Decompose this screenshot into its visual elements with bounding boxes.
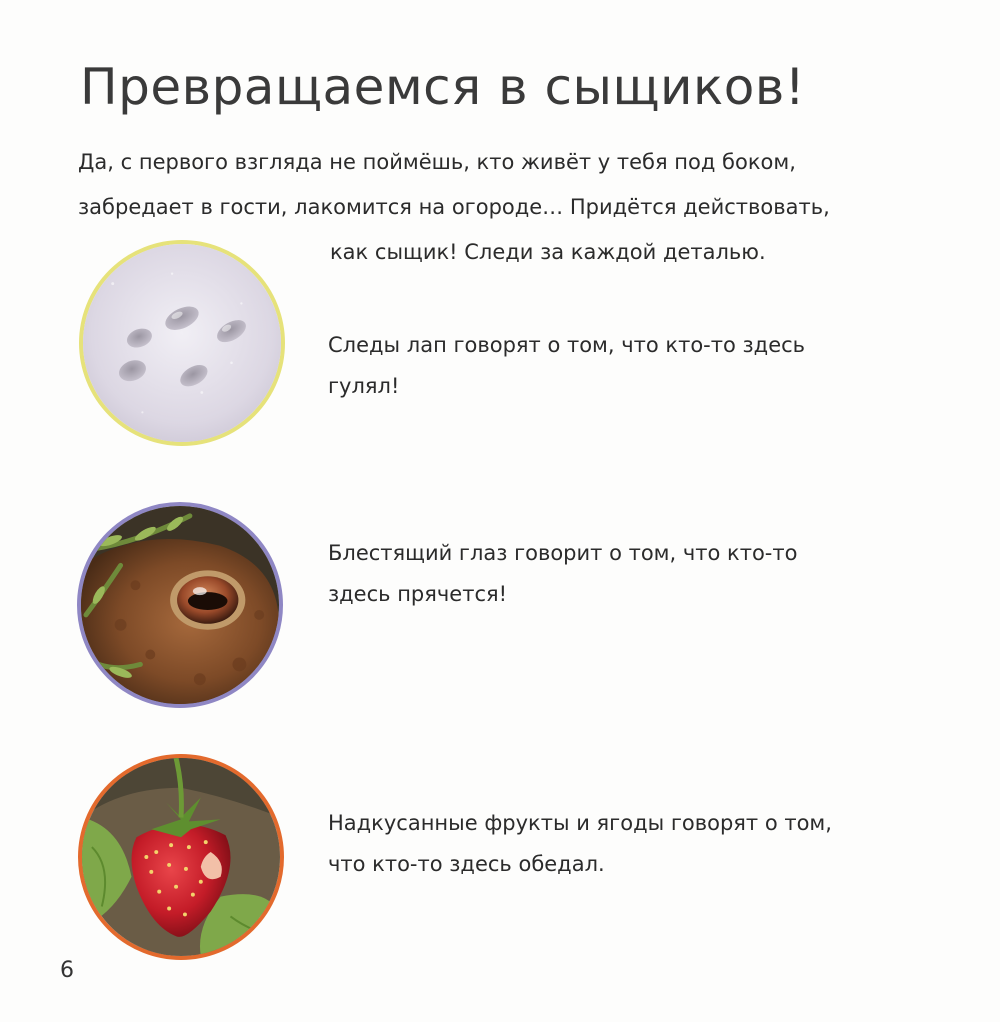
- caption-line: здесь прячется!: [328, 582, 508, 606]
- bitten-strawberry-picture: [82, 758, 280, 956]
- toad-eye-image: [77, 502, 283, 708]
- intro-line: забредает в гости, лакомится на огороде… Придётся действовать,: [78, 195, 830, 219]
- paw-prints-image: [79, 240, 285, 446]
- caption-line: Блестящий глаз говорит о том, что кто-то: [328, 541, 798, 565]
- intro-line: Да, с первого взгляда не поймёшь, кто живёт у тебя под боком,: [78, 150, 796, 174]
- intro-line: как сыщик! Следи за каждой деталью.: [330, 240, 766, 264]
- caption-line: гулял!: [328, 374, 400, 398]
- toad-eye-picture: [81, 506, 279, 704]
- caption-line: что кто-то здесь обедал.: [328, 852, 605, 876]
- caption-line: Надкусанные фрукты и ягоды говорят о том,: [328, 811, 832, 835]
- caption-line: Следы лап говорят о том, что кто-то здесь: [328, 333, 806, 357]
- page-title: Превращаемся в сыщиков!: [80, 58, 806, 116]
- bitten-strawberry-image: [78, 754, 284, 960]
- clue-caption-strawberry: [328, 803, 908, 885]
- paw-prints-picture: [83, 244, 281, 442]
- page-number: 6: [60, 958, 74, 983]
- clue-caption-paw-prints: [328, 325, 908, 407]
- clue-caption-toad-eye: [328, 533, 908, 615]
